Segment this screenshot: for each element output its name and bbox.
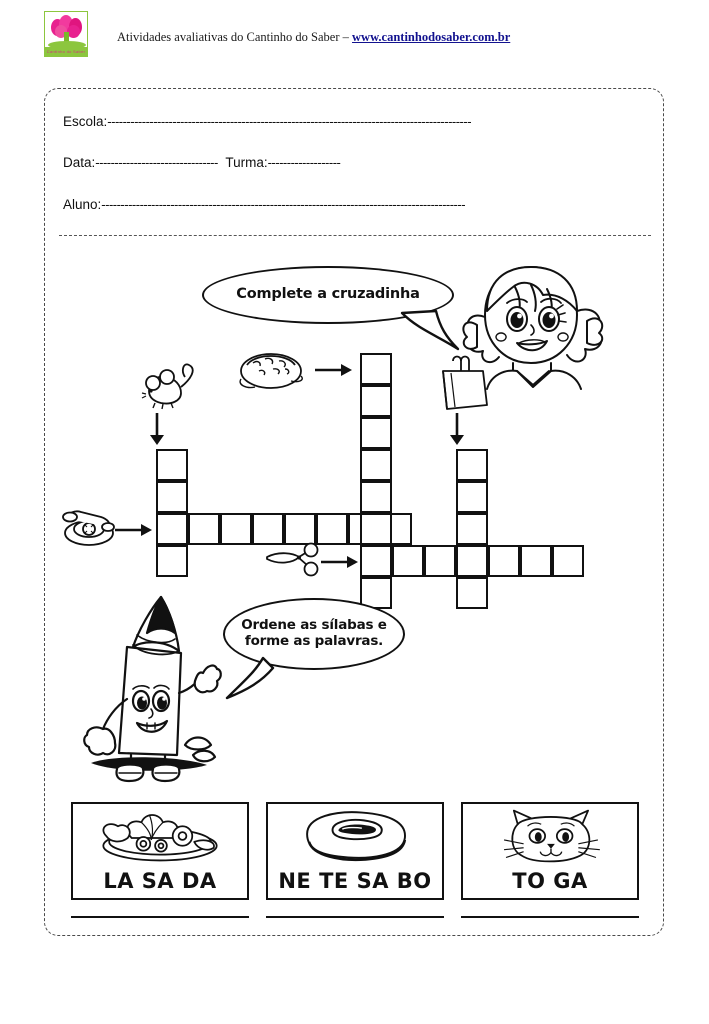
crossword-cell[interactable] xyxy=(156,449,188,481)
crossword-cell[interactable] xyxy=(156,481,188,513)
worksheet-frame xyxy=(44,88,664,936)
worksheet-body xyxy=(45,89,665,937)
crossword-cell[interactable] xyxy=(392,545,424,577)
header-title-text: Atividades avaliativas do Cantinho do Saber – xyxy=(117,30,353,44)
pencil-character-illustration xyxy=(81,577,221,789)
instruction-bubble-cruzadinha-text: Complete a cruzadinha xyxy=(236,286,420,303)
crossword-cell[interactable] xyxy=(520,545,552,577)
bread-icon xyxy=(235,347,311,393)
cat-face-icon xyxy=(463,808,637,864)
crossword-cell[interactable] xyxy=(156,545,188,577)
crossword-cell[interactable] xyxy=(360,449,392,481)
crossword-cell[interactable] xyxy=(220,513,252,545)
telephone-icon xyxy=(61,503,117,547)
cantinho-do-saber-tree-logo xyxy=(44,11,88,57)
crossword-cell[interactable] xyxy=(360,481,392,513)
header-title xyxy=(117,30,510,45)
crossword-cell[interactable] xyxy=(156,513,188,545)
syllable-label-2: NE TE SA BO xyxy=(278,869,432,893)
crossword-cell[interactable] xyxy=(360,545,392,577)
instruction-line-2: forme as palavras. xyxy=(244,633,384,649)
crossword-cell[interactable] xyxy=(424,545,456,577)
logo-caption-strip xyxy=(45,47,87,56)
field-escola-blank[interactable]: ----------------------------------------------------------------------------------------------- xyxy=(107,114,472,129)
crossword-cell[interactable] xyxy=(360,417,392,449)
field-aluno-blank[interactable]: ----------------------------------------------------------------------------------------------- xyxy=(101,197,466,212)
field-turma-label: Turma: xyxy=(225,155,268,170)
logo-caption: Cantinho do Saber xyxy=(46,49,86,54)
crossword-cell[interactable] xyxy=(456,481,488,513)
scissors-icon xyxy=(263,541,321,583)
crossword-cell[interactable] xyxy=(456,513,488,545)
syllable-label-1: LA SA DA xyxy=(103,869,217,893)
page-header xyxy=(0,0,709,72)
crossword-cell[interactable] xyxy=(188,513,220,545)
bubble-tail-icon xyxy=(225,654,281,700)
field-turma-blank[interactable]: ------------------- xyxy=(267,155,341,170)
syllable-box-1[interactable] xyxy=(71,802,249,900)
arrow-down-icon xyxy=(145,411,169,447)
soap-bar-icon xyxy=(268,808,442,864)
crossword-cell[interactable] xyxy=(552,545,584,577)
arrow-right-icon xyxy=(319,551,359,573)
arrow-right-icon xyxy=(313,359,353,381)
salad-plate-icon xyxy=(73,808,247,864)
crossword-cell[interactable] xyxy=(456,545,488,577)
bag-icon xyxy=(433,357,495,413)
crossword-cell[interactable] xyxy=(360,353,392,385)
field-data-label: Data: xyxy=(63,155,96,170)
crossword-cell[interactable] xyxy=(488,545,520,577)
mouse-icon xyxy=(141,361,201,413)
crossword-cell[interactable] xyxy=(360,513,392,545)
arrow-right-icon xyxy=(113,519,153,541)
crossword-cell[interactable] xyxy=(456,577,488,609)
crossword-cell[interactable] xyxy=(456,449,488,481)
syllable-box-3[interactable] xyxy=(461,802,639,900)
field-data-blank[interactable]: -------------------------------- xyxy=(95,155,218,170)
instruction-line-1: Ordene as sílabas e xyxy=(241,617,387,634)
field-aluno-label: Aluno: xyxy=(63,197,102,212)
header-site-link[interactable]: www.cantinhodosaber.com.br xyxy=(352,30,511,44)
crossword-cell[interactable] xyxy=(360,385,392,417)
syllable-label-3: TO GA xyxy=(512,869,588,893)
answer-line-3[interactable] xyxy=(461,916,639,918)
answer-line-2[interactable] xyxy=(266,916,444,918)
syllable-box-2[interactable] xyxy=(266,802,444,900)
field-escola-label: Escola: xyxy=(63,114,108,129)
arrow-down-icon xyxy=(445,411,469,447)
answer-line-1[interactable] xyxy=(71,916,249,918)
instruction-bubble-silabas-text xyxy=(241,618,387,650)
